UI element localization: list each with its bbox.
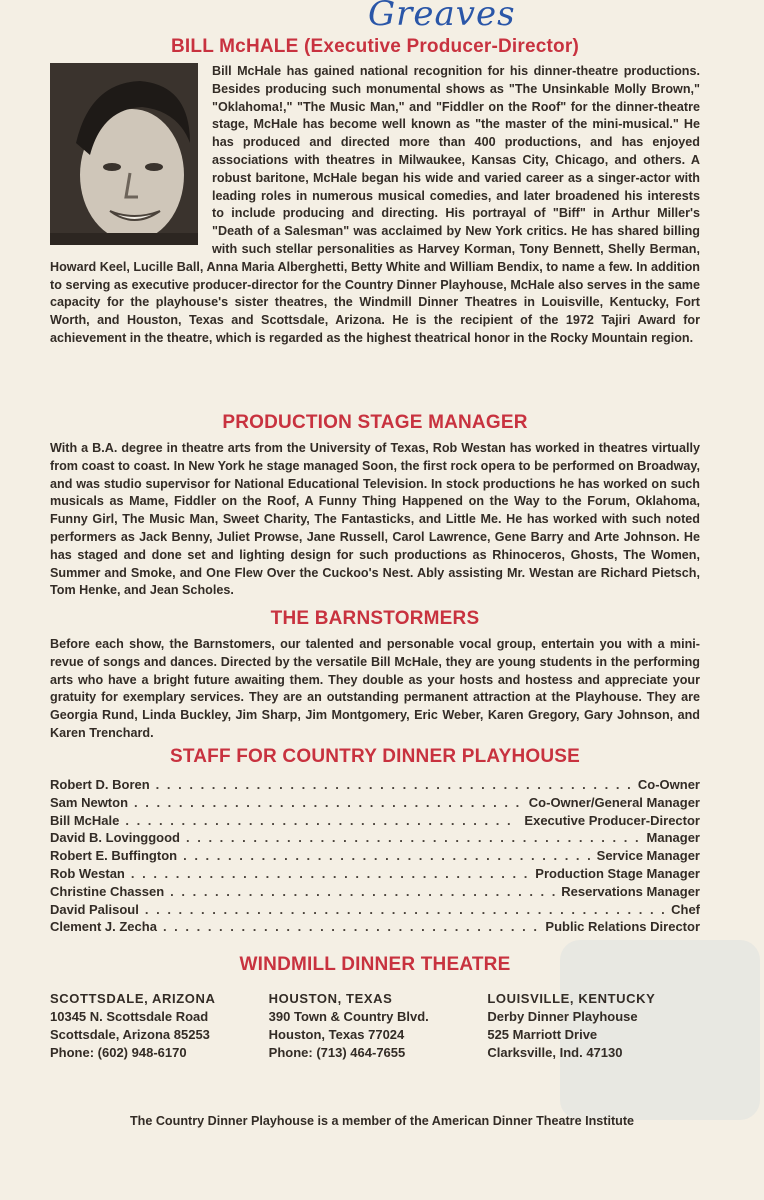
location-line: Phone: (713) 464-7655 (268, 1045, 406, 1060)
staff-row (50, 901, 700, 919)
staff-name: Robert E. Buffington (50, 848, 178, 864)
staff-row (50, 865, 700, 883)
location-line: Scottsdale, Arizona 85253 (50, 1027, 210, 1042)
staff-role: Co-Owner/General Manager (528, 794, 700, 810)
location-line: Derby Dinner Playhouse (487, 1009, 638, 1024)
windmill-section (50, 954, 706, 1062)
location-line: Houston, Texas 77024 (268, 1027, 405, 1042)
location-line: 10345 N. Scottsdale Road (50, 1009, 209, 1024)
location-city: LOUISVILLE, KENTUCKY (487, 991, 656, 1006)
location-line: Phone: (602) 948-6170 (50, 1045, 187, 1060)
staff-row (50, 847, 700, 865)
staff-section (50, 746, 700, 936)
staff-role: Chef (671, 901, 700, 917)
staff-name: Bill McHale (50, 812, 120, 828)
staff-row (50, 883, 700, 901)
staff-role: Co-Owner (637, 777, 700, 792)
staff-name: Christine Chassen (50, 883, 165, 899)
location-line: 390 Town & Country Blvd. (268, 1009, 429, 1024)
staff-role: Manager (646, 830, 700, 846)
locations (50, 990, 706, 1062)
windmill-title: WINDMILL DINNER THEATRE (239, 954, 511, 975)
barnstormers-section (50, 608, 700, 743)
staff-name: David Palisoul (50, 901, 139, 917)
location-line: 525 Marriott Drive (487, 1027, 598, 1042)
handwritten-name: Greaves (368, 0, 516, 34)
portrait-photo (50, 63, 198, 245)
staff-row (50, 794, 700, 812)
staff-name: Sam Newton (50, 794, 129, 810)
staff-list (50, 776, 700, 936)
staff-role: Public Relations Director (545, 919, 700, 935)
barnstormers-text: Before each show, the Barnstomers, our talented and personable vocal group, entertain you with a mini-revue of songs and dances. Directed by the versatile Bill McHale, they are young students in the performing arts who have a bright future awaiting them. They double as your hosts and hostess and appreciate your gratuity for exemplary services. They are an outstanding permanent attraction at the Playhouse. They are Georgia Rund, Linda Buckley, Jim Sharp, Jim Montgomery, Eric Weber, Karen Gregory, Gary Johnson, and Karen Trenchard. (50, 637, 700, 740)
staff-role: Production Stage Manager (535, 865, 700, 881)
location-scottsdale (50, 990, 269, 1062)
location-city: SCOTTSDALE, ARIZONA (50, 991, 216, 1006)
staff-name: Robert D. Boren (50, 777, 150, 792)
stage-manager-section (50, 412, 700, 600)
staff-role: Service Manager (596, 848, 700, 864)
bio-section (50, 36, 700, 348)
staff-role: Executive Producer-Director (524, 812, 700, 828)
staff-row (50, 812, 700, 830)
bio-title: BILL McHALE (Executive Producer-Director) (171, 36, 579, 57)
location-louisville (487, 990, 706, 1062)
staff-row (50, 829, 700, 847)
footer-note: The Country Dinner Playhouse is a member of the American Dinner Theatre Institute (129, 1114, 635, 1128)
location-line: Clarksville, Ind. 47130 (487, 1045, 623, 1060)
bio-text: Bill McHale has gained national recognition for his dinner-theatre productions. Besides producing such monumental shows as "The Unsinkable Molly Brown," "Oklahoma!," "The Music Man," and "Fiddler on the Roof" for the dinner-theatre stage, McHale has become well known as "the master of the mini-musical." He has produced and directed more than 400 productions, and has enjoyed associations with theatres in Milwaukee, Kansas City, Chicago, and others. A robust baritone, McHale began his wide and varied career as a singer-actor with leading roles in numerous musical comedies, and later broadened his interests to include producing and directing. His portrayal of "Biff" in Arthur Miller's "Death of a Salesman" was acclaimed by New York critics. He has shared billing with such stellar personalities as Harvey Korman, Tony Bennett, Shelly Berman, Howard Keel, Lucille Ball, Anna Maria Alberghetti, Betty White and William Bendix, to name a few. In addition to serving as executive producer-director for the Country Dinner Playhouse, McHale also serves in the same capacity for the playhouse's sister theatres, the Windmill Dinner Theatres in Louisville, Kentucky, Fort Worth, and Houston, Texas and Scottsdale, Arizona. He is the recipient of the 1972 Tajiri Award for achievement in the theatre, which is regarded as the highest theatrical honor in the Rocky Mountain region. (50, 64, 700, 345)
location-city: HOUSTON, TEXAS (268, 991, 393, 1006)
staff-row (50, 918, 700, 936)
staff-row (50, 776, 700, 794)
staff-name: Clement J. Zecha (50, 919, 157, 935)
staff-role: Reservations Manager (561, 883, 700, 899)
stage-manager-text: With a B.A. degree in theatre arts from the University of Texas, Rob Westan has worked in theatres virtually from coast to coast. In New York he stage managed Soon, the first rock opera to be performed on Broadway, and was studio supervisor for National Educational Television. In stock productions he has worked on such musicals as Mame, Fiddler on the Roof, A Funny Thing Happened on the Way to the Forum, Oklahoma, Funny Girl, The Music Man, Sweet Charity, The Fantasticks, and Little Me. He has worked with such noted performers as Jack Benny, Juliet Prowse, Jane Russell, Carol Lawrence, Gene Barry and Arte Johnson. He has staged and done set and lighting design for such productions as Rhinoceros, Ghosts, The Women, Summer and Smoke, and One Flew Over the Cuckoo's Nest. Ably assisting Mr. Westan are Richard Pietsch, Tom Henke, and Jean Scholes. (50, 441, 700, 598)
staff-title: STAFF FOR COUNTRY DINNER PLAYHOUSE (169, 746, 581, 767)
staff-name: David B. Lovinggood (50, 830, 180, 846)
staff-name: Rob Westan (50, 865, 125, 881)
barnstormers-title: THE BARNSTORMERS (270, 608, 480, 629)
stage-manager-title: PRODUCTION STAGE MANAGER (222, 412, 528, 433)
location-houston (269, 990, 488, 1062)
